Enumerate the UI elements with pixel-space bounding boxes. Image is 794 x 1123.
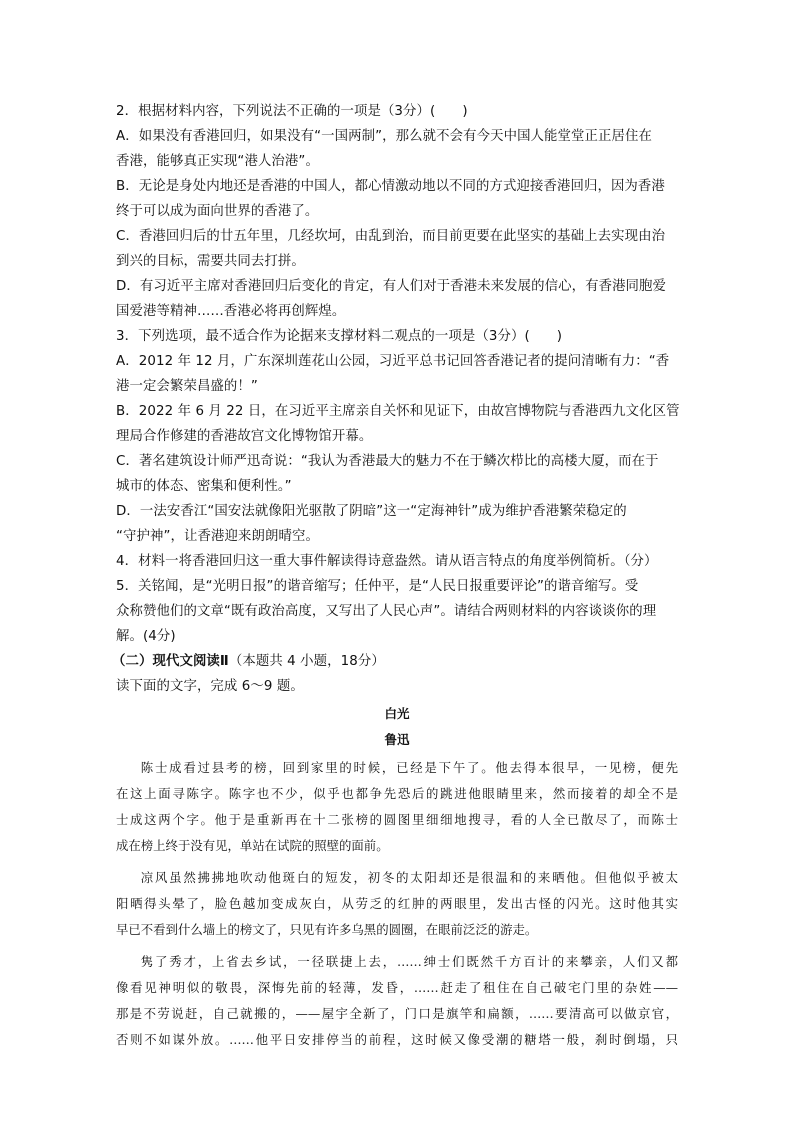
essay-author: 鲁迅 [384,732,410,747]
question-3-option-b: B．2022 年 6 月 22 日，在习近平主席亲自关怀和见证下，由故宫博物院与香港西九文化区管 [116,404,680,419]
essay-line: 士成这两个字。他于是重新再在十二张榜的圆图里细细地搜寻，看的人全已散尽了，而陈士 [116,812,678,827]
section-heading-bold: （二）现代文阅读Ⅱ [112,654,229,669]
question-5-stem-cont: 众称赞他们的文章“既有政治高度，又写出了人民心声”。请结合两则材料的内容谈谈你的理 [116,604,657,619]
question-2-option-b: B．无论是身处内地还是香港的中国人，都心情激动地以不同的方式迎接香港回归，因为香港 [116,179,665,194]
question-2-stem: 2．根据材料内容，下列说法不正确的一项是（3分）( ) [116,104,468,119]
question-2-option-b-cont: 终于可以成为面向世界的香港了。 [116,204,319,219]
section-heading [112,649,678,674]
question-2-option-c: C．香港回归后的廿五年里，几经坎坷，由乱到治，而目前更要在此坚实的基础上去实现由治 [116,229,666,244]
question-5-stem: 5．关铭闻，是“光明日报”的谐音缩写；任仲平，是“人民日报重要评论”的谐音缩写。受 [116,579,639,594]
page-content [112,99,680,1053]
question-3-stem: 3．下列选项，最不适合作为论据来支撑材料二观点的一项是（3分）( ) [116,329,563,344]
question-2-option-a-cont: 香港，能够真正实现“港人治港”。 [116,154,319,169]
essay-line: 陈士成看过县考的榜，回到家里的时候，已经是下午了。他去得本很早，一见榜，便先 [140,760,678,775]
question-3-option-b-cont: 理局合作修建的香港故宫文化博物馆开幕。 [116,429,373,444]
section-heading-note: （本题共 4 小题，18分） [228,654,385,669]
essay-paragraph-1 [116,755,678,859]
question-5-stem-end: 解。(4分) [116,629,176,644]
essay-line: 早已不看到什么墙上的榜文了，只见有许多乌黑的圆圈，在眼前泛泛的游走。 [116,922,538,937]
question-3-option-a: A．2012 年 12 月，广东深圳莲花山公园，习近平总书记回答香港记者的提问清晰有力：“香 [116,354,670,369]
question-2-option-c-cont: 到兴的目标，需要共同去打拼。 [116,254,305,269]
essay-paragraph-3 [116,949,678,1053]
question-2-option-d: D．有习近平主席对香港回归后变化的肯定，有人们对于香港未来发展的信心，有香港同胞爱 [116,279,667,294]
question-2-option-a: A．如果没有香港回归，如果没有“一国两制”，那么就不会有今天中国人能堂堂正正居住在 [116,129,652,144]
essay-line: 凉风虽然拂拂地吹动他斑白的短发，初冬的太阳却还是很温和的来晒他。但他似乎被太 [140,870,678,885]
essay-line: 隽了秀才，上省去乡试，一径联捷上去，……绅士们既然千方百计的来攀亲，人们又都 [140,954,678,969]
section-instruction: 读下面的文字，完成 6～9 题。 [116,679,304,694]
question-3-option-c-cont: 城市的体态、密集和便利性。” [116,479,292,494]
essay-body [116,755,678,1053]
essay-line: 那是不劳说赶，自己就搬的，——屋宇全新了，门口是旗竿和扁额，……要清高可以做京官， [116,1006,678,1021]
question-2 [116,99,678,324]
question-4-stem: 4．材料一将香港回归这一重大事件解读得诗意盎然。请从语言特点的角度举例简析。（分） [116,554,658,569]
essay-line: 阳晒得头晕了，脸色越加变成灰白，从劳乏的红肿的两眼里，发出古怪的闪光。这时他其实 [116,896,678,911]
essay-paragraph-2 [116,865,678,943]
essay-title: 白光 [384,706,410,721]
question-5 [116,574,678,649]
question-3 [116,324,678,549]
essay-line: 像看见神明似的敬畏，深悔先前的轻薄，发昏，……赶走了租住在自己破宅门里的杂姓—— [116,980,678,995]
essay-line: 成在榜上终于没有见，单站在试院的照壁的面前。 [116,838,389,853]
question-4 [116,549,678,574]
question-3-option-c: C．著名建筑设计师严迅奇说：“我认为香港最大的魅力不在于鳞次栉比的高楼大厦，而在于 [116,454,659,469]
essay-line: 在这上面寻陈字。陈字也不少，似乎也都争先恐后的跳进他眼睛里来，然而接着的却全不是 [116,786,678,801]
question-3-option-d: D．一法安香江“国安法就像阳光驱散了阴暗”这一“定海神针”成为维护香港繁荣稳定的 [116,504,627,519]
question-3-option-a-cont: 港一定会繁荣昌盛的！” [116,379,258,394]
question-3-option-d-cont: “守护神”，让香港迎来朗朗晴空。 [116,529,319,544]
question-2-option-d-cont: 国爱港等精神……香港必将再创辉煌。 [116,304,346,319]
essay-line: 否则不如谋外放。……他平日安排停当的前程，这时候又像受潮的糖塔一般，刹时倒塌，只 [116,1032,678,1047]
